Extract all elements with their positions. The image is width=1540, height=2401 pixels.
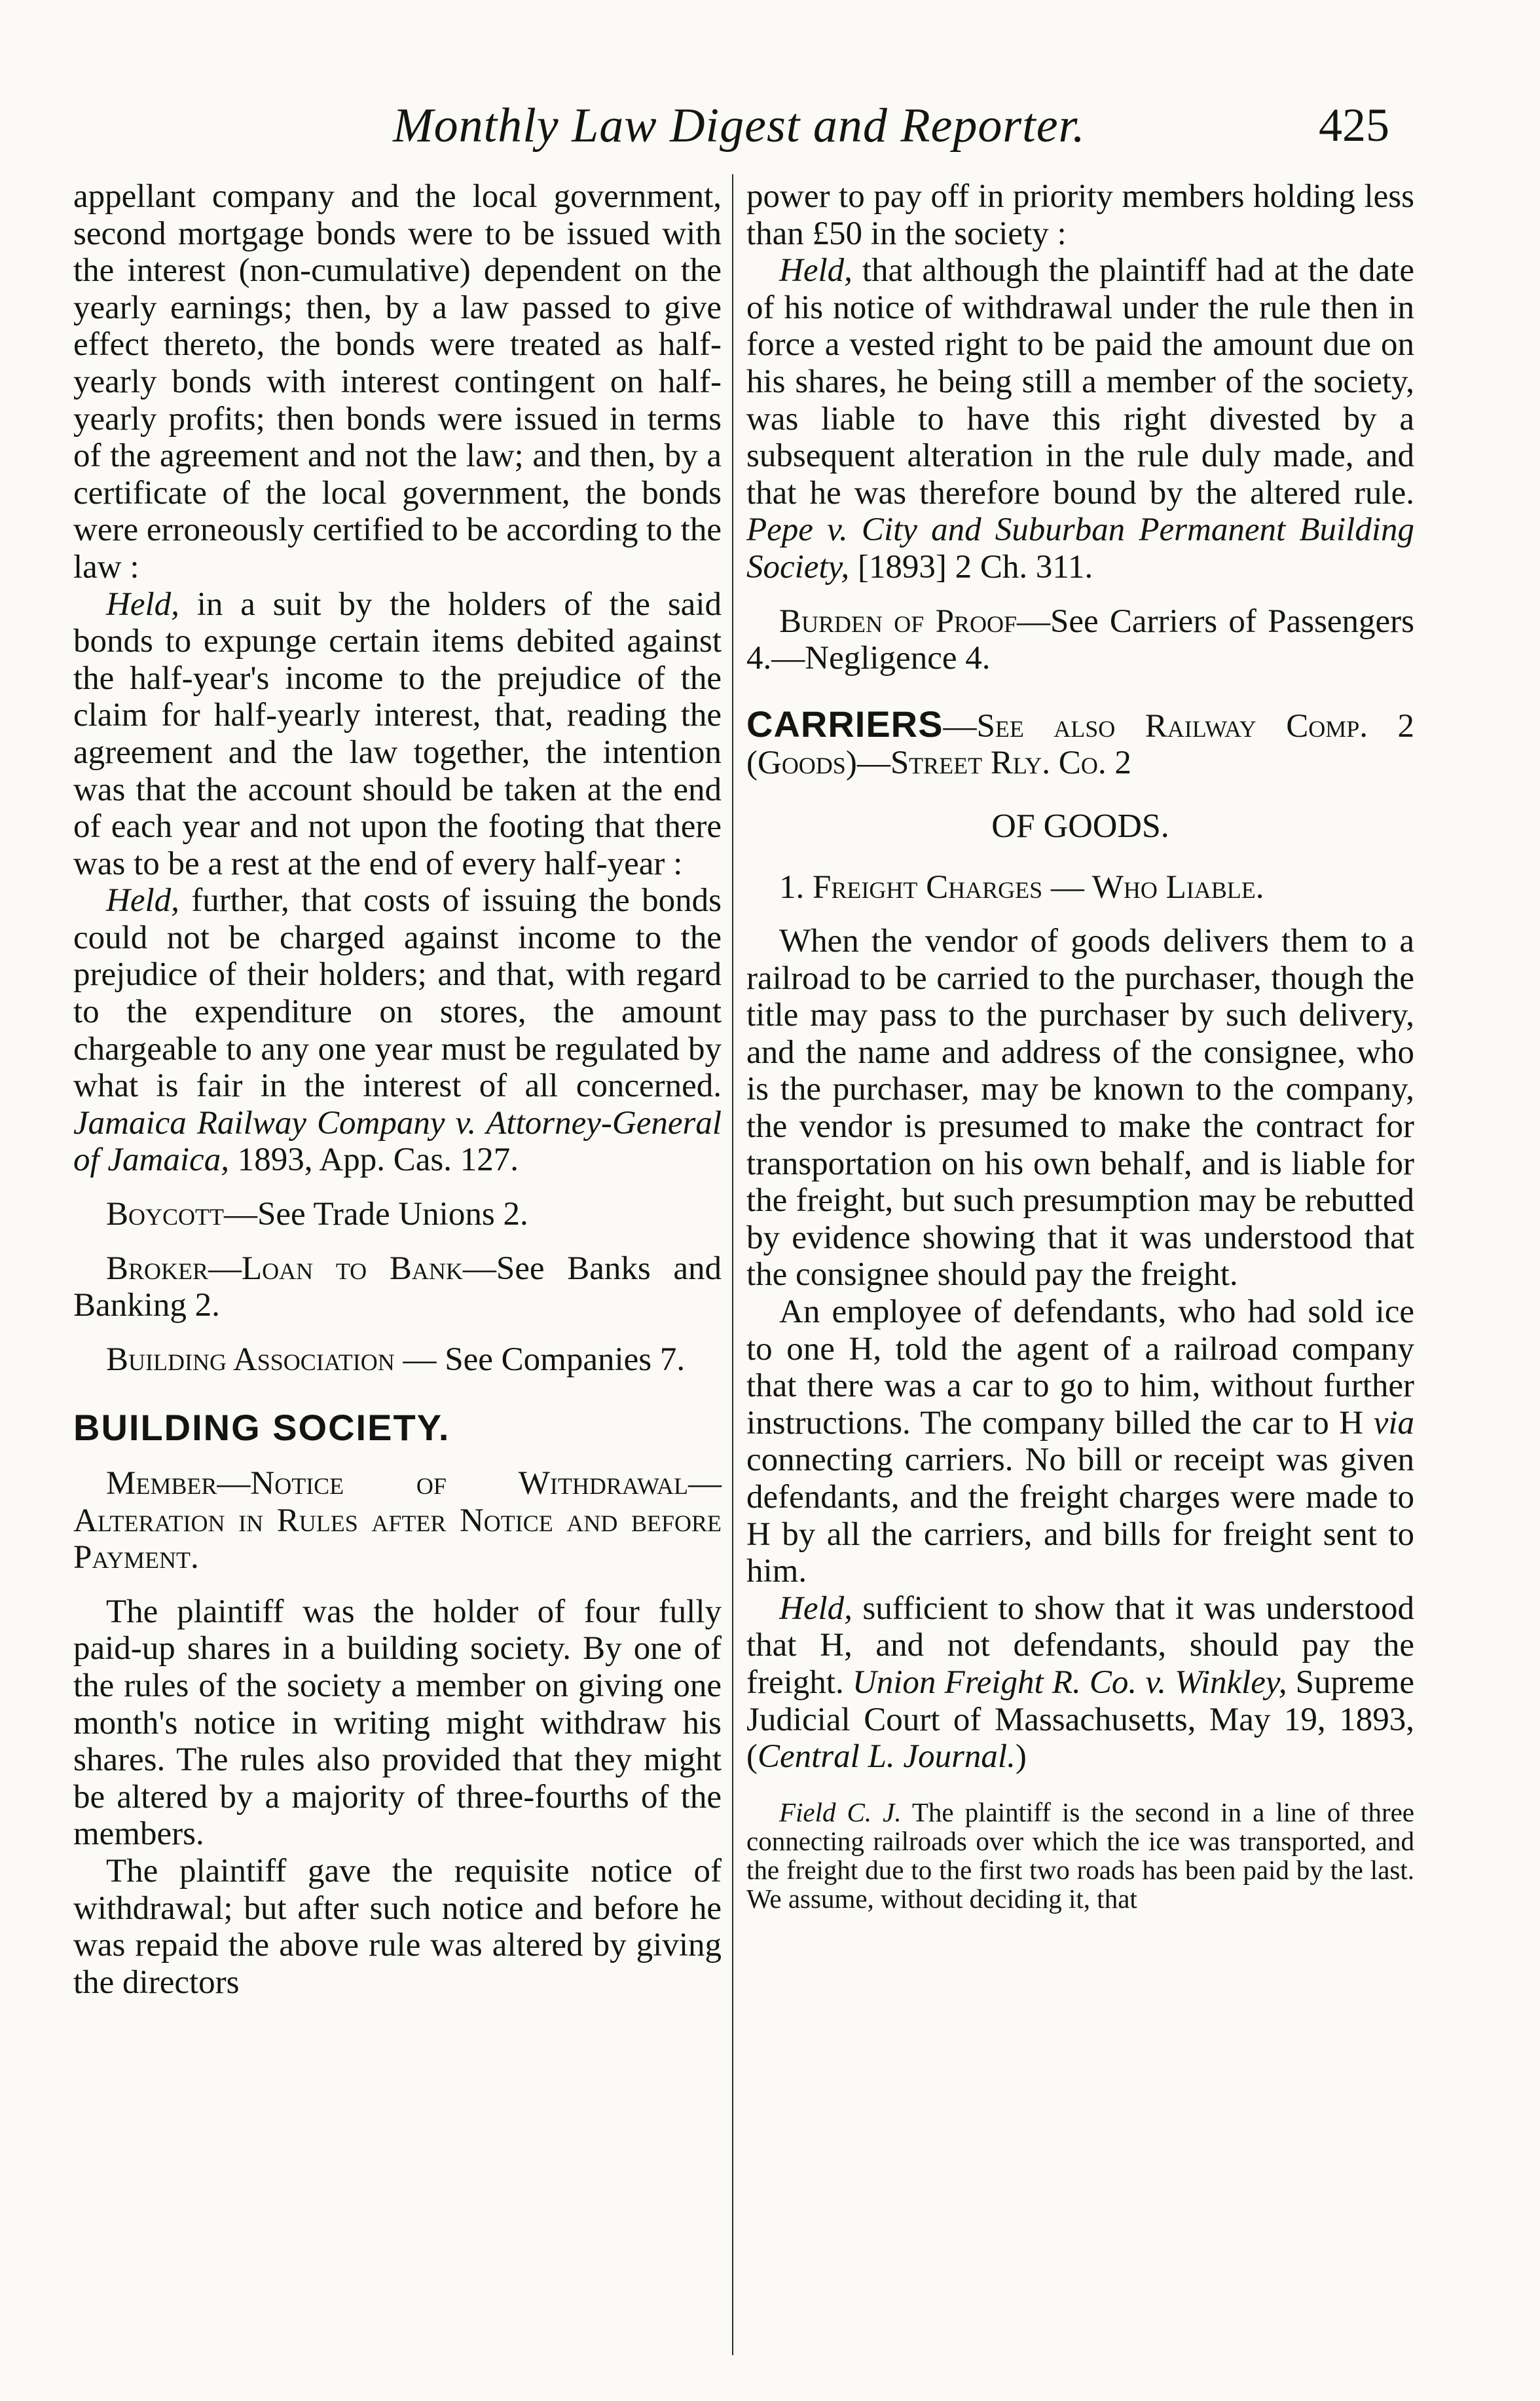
- paragraph-held-further: Held, further, that costs of issuing the bonds could not be charged against income to the prejudice of their holders; and that, with regard to the expenditure on stores, the amount chargeable to any one year must be regulated by what is fair in the interest of all concerned. Jamaica Railway Company v. Attorney-General of Jamaica, 1893, App. Cas. 127.: [73, 882, 722, 1179]
- column-divider: [732, 174, 733, 2355]
- paragraph-power: power to pay off in priority members holding less than £50 in the society :: [746, 178, 1414, 252]
- journal-citation: Central L. Journal.: [757, 1738, 1016, 1776]
- paragraph-vendor: When the vendor of goods delivers them to a railroad to be carried to the purchaser, though the title may pass to the purchaser by such delivery, and the name and address of the consignee, who is the purchaser, may be known to the company, the vendor is presumed to make the contract for transportation on his own behalf, and is liable for the freight, but such presumption may be rebutted by evidence showing that it was understood that the consignee should pay the freight.: [746, 923, 1414, 1294]
- entry-term: Burden of Proof: [779, 603, 1017, 640]
- paragraph-employee: An employee of defendants, who had sold ice to one H, told the agent of a railroad company that there was a car to go to him, without further instructions. The company billed the car to H via connecting carriers. No bill or receipt was given defendants, and the freight charges were made to H by all the carriers, and bills for freight sent to him.: [746, 1294, 1414, 1590]
- journal-title: Monthly Law Digest and Reporter.: [393, 99, 1086, 153]
- held-label: Held,: [106, 882, 179, 920]
- page-number: 425: [1319, 99, 1389, 151]
- judge-name: Field C. J.: [779, 1796, 902, 1827]
- carriers-heading: CARRIERS: [746, 703, 944, 745]
- entry-boycott: Boycott—See Trade Unions 2.: [106, 1196, 528, 1233]
- paragraph-held-plaintiff: Held, that although the plaintiff had at the date of his notice of withdrawal under the rule then in force a vested right to be paid the amount due on his shares, he being still a member of the society, was liable to have this right divested by a subsequent alteration in the rule duly made, and that he was therefore bound by the altered rule. Pepe v. City and Suburban Permanent Building Society, [1893] 2 Ch. 311.: [746, 252, 1414, 586]
- held-label: Held,: [106, 586, 179, 623]
- carriers-cross-reference: —See also Railway Comp. 2 (Goods)—Street Rly. Co. 2: [746, 707, 1414, 782]
- paragraph-held-sufficient: Held, sufficient to show that it was understood that H, and not defendants, should pay the freight. Union Freight R. Co. v. Winkley, Supreme Judicial Court of Massachusetts, May 19, 1893, (Central L. Journal.): [746, 1590, 1414, 1776]
- paragraph-plaintiff-holder: The plaintiff was the holder of four fully paid-up shares in a building society. By one of the rules of the society a member on giving one month's notice in writing might withdraw his shares. The rules also provided that they might be altered by a majority of three-fourths of the members.: [73, 1593, 722, 1853]
- entry-burden-of-proof: Burden of Proof—See Carriers of Passengers 4.—Negligence 4.: [746, 603, 1414, 677]
- paragraph-plaintiff-notice: The plaintiff gave the requisite notice of withdrawal; but after such notice and before he was repaid the above rule was altered by giving the directors: [73, 1852, 722, 2001]
- case-citation: Jamaica Railway Company v. Attorney-General of Jamaica,: [73, 1104, 722, 1179]
- opinion-excerpt: Field C. J. The plaintiff is the second in a line of three connecting railroads over which the ice was transported, and the freight due to the first two roads has been paid by the last. We assume, without deciding it, that: [746, 1796, 1414, 1914]
- entry-building-association: Building Association — See Companies 7.: [106, 1341, 686, 1378]
- entry-term: Broker—Loan to Bank: [106, 1250, 463, 1287]
- building-society-heading: BUILDING SOCIETY.: [73, 1407, 450, 1449]
- case-citation: Pepe v. City and Suburban Permanent Building Society,: [746, 512, 1414, 586]
- of-goods-subheading: OF GOODS.: [991, 807, 1169, 845]
- freight-charges-heading: 1. Freight Charges — Who Liable.: [779, 868, 1264, 906]
- carriers-entry: [746, 703, 1414, 782]
- case-citation: Union Freight R. Co. v. Winkley,: [852, 1664, 1287, 1701]
- entry-broker: Broker—Loan to Bank—See Banks and Banking 2.: [73, 1250, 722, 1324]
- member-subheading: Member—Notice of Withdrawal—Alteration in Rules after Notice and before Payment.: [73, 1465, 722, 1576]
- left-column: [73, 178, 722, 2001]
- entry-term: Building Association: [106, 1341, 395, 1378]
- paragraph-bonds: appellant company and the local government, second mortgage bonds were to be issued with the interest (non-cumulative) dependent on the yearly earnings; then, by a law passed to give effect thereto, the bonds were treated as half-yearly bonds with interest contingent on half-yearly profits; then bonds were issued in terms of the agreement and not the law; and then, by a certificate of the local government, the bonds were erroneously certified to be according to the law :: [73, 178, 722, 586]
- held-label: Held,: [779, 1590, 852, 1627]
- running-head: [0, 98, 1540, 157]
- right-column: [746, 178, 1414, 1913]
- entry-term: Boycott: [106, 1196, 225, 1233]
- held-label: Held,: [779, 252, 852, 289]
- paragraph-held-suit: Held, in a suit by the holders of the said bonds to expunge certain items debited against the half-year's income to the prejudice of the claim for half-yearly interest, that, reading the agreement and the law together, the intention was that the account should be taken at the end of each year and not upon the footing that there was to be a rest at the end of every half-year :: [73, 586, 722, 882]
